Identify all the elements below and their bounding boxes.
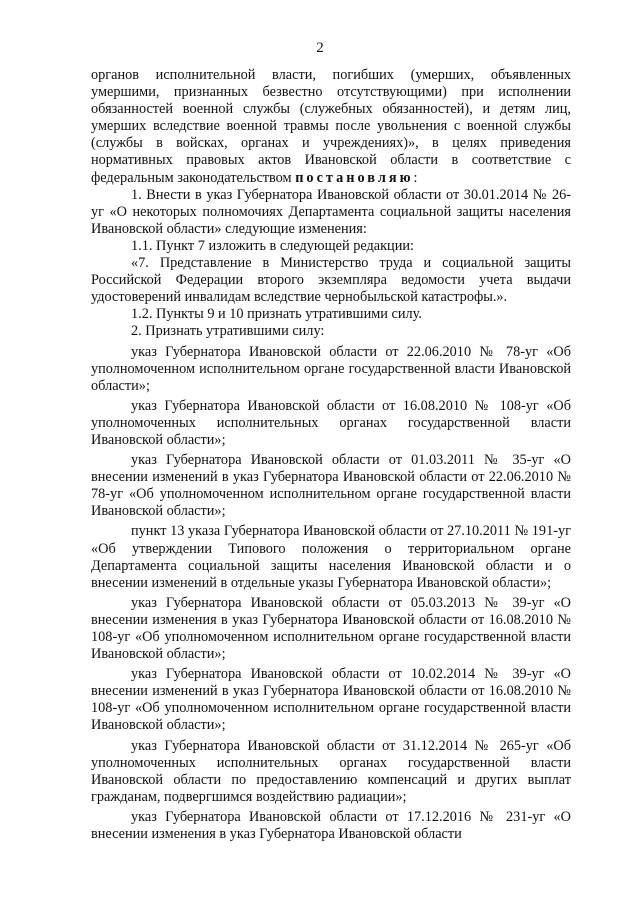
paragraph-preamble xyxy=(91,67,571,187)
paragraph-repealed-act: указ Губернатора Ивановской области от 10.02.2014 № 39-уг «О внесении изменений в указ Губернатора Ивановской области от 16.08.2010 № 108-уг «Об уполномоченном исполнительном органе государственной власти Ивановской области»; xyxy=(91,666,571,734)
paragraph-item-1: 1. Внести в указ Губернатора Ивановской области от 30.01.2014 № 26-уг «О некоторых полномочиях Департамента социальной защиты населения Ивановской области» следующие изменения: xyxy=(91,186,571,237)
paragraph-repealed-act: указ Губернатора Ивановской области от 31.12.2014 № 265-уг «Об уполномоченных исполнительных органах государственной власти Ивановской области по предоставлению компенсаций и других выплат гражданам, подвергшимся воздействию радиации»; xyxy=(91,737,571,805)
paragraph-quote-7: «7. Представление в Министерство труда и социальной защиты Российской Федерации второго экземпляра ведомости учета выдачи удостоверений инвалидам вследствие чернобыльской катастрофы.». xyxy=(91,255,571,306)
document-body xyxy=(91,67,571,843)
decree-keyword: постановляю xyxy=(295,169,414,186)
paragraph-item-1-1: 1.1. Пункт 7 изложить в следующей редакции: xyxy=(131,237,414,254)
paragraph-repealed-act: указ Губернатора Ивановской области от 16.08.2010 № 108-уг «Об уполномоченных исполнительных органах государственной власти Ивановской области»; xyxy=(91,397,571,448)
preamble-tail: : xyxy=(413,169,418,186)
paragraph-repealed-act: указ Губернатора Ивановской области от 05.03.2013 № 39-уг «О внесении изменения в указ Губернатора Ивановской области от 16.08.2010 № 108-уг «Об уполномоченном исполнительном органе государственной власти Ивановской области»; xyxy=(91,594,571,663)
preamble-text: органов исполнительной власти, погибших (умерших, объявленных умершими, признанных безвестно отсутствующими) при исполнении обязанностей военной службы (служебных обязанностей), и детям лиц, умерших вследствие военной травмы после увольнения с военной службы (службы в войсках, органах и учреждениях)», в целях приведения нормативных правовых актов Ивановской области в соответствие с федеральным законодательством xyxy=(91,67,571,186)
page-number: 2 xyxy=(316,40,324,56)
paragraph-item-2: 2. Признать утратившими силу: xyxy=(131,323,325,340)
paragraph-repealed-act: указ Губернатора Ивановской области от 17.12.2016 № 231-уг «О внесении изменения в указ Губернатора Ивановской области xyxy=(91,808,571,843)
paragraph-item-1-2: 1.2. Пункты 9 и 10 признать утратившими силу. xyxy=(131,306,422,323)
paragraph-repealed-act: указ Губернатора Ивановской области от 22.06.2010 № 78-уг «Об уполномоченном исполнительном органе государственной власти Ивановской области»; xyxy=(91,343,571,394)
paragraph-repealed-act: пункт 13 указа Губернатора Ивановской области от 27.10.2011 № 191-уг «Об утверждении Типового положения о территориальном органе Департамента социальной защиты населения Ивановской области и о внесении изменений в отдельные указы Губернатора Ивановской области»; xyxy=(91,523,571,591)
paragraph-repealed-act: указ Губернатора Ивановской области от 01.03.2011 № 35-уг «О внесении изменений в указ Губернатора Ивановской области от 22.06.2010 № 78-уг «Об уполномоченном исполнительном органе государственной власти Ивановской области»; xyxy=(91,452,571,520)
